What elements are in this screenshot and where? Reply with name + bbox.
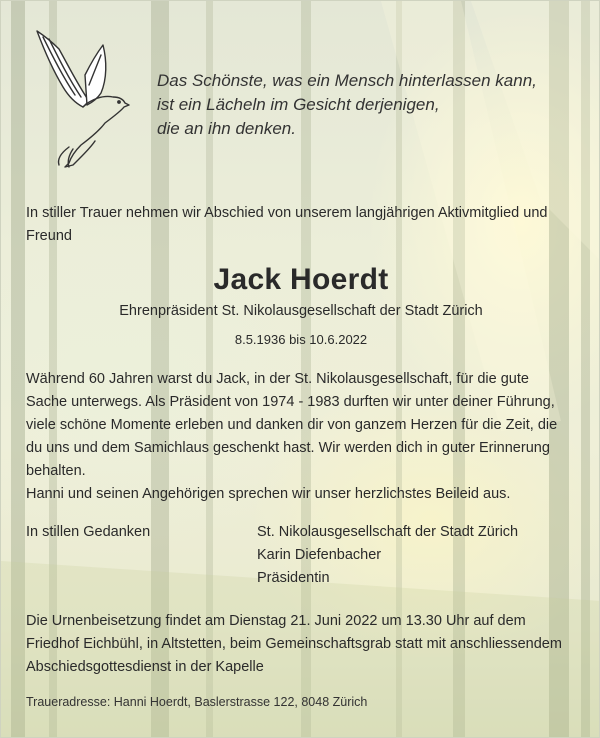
signature-block	[257, 521, 518, 590]
life-dates: 8.5.1936 bis 10.6.2022	[234, 332, 368, 347]
dove-icon	[29, 27, 131, 169]
poem-line: Das Schönste, was ein Mensch hinterlassen kann,	[157, 71, 537, 90]
body-line: Während 60 Jahren warst du Jack, in der St. Nikolausgesellschaft, für die gute	[26, 371, 529, 387]
burial-line: Die Urnenbeisetzung findet am Dienstag 21. Juni 2022 um 13.30 Uhr auf dem	[26, 613, 526, 629]
deceased-name: Jack Hoerdt	[213, 263, 389, 296]
mourning-address: Traueradresse: Hanni Hoerdt, Baslerstrasse 122, 8048 Zürich	[26, 695, 368, 709]
body-line: du uns und dem Samichlaus geschenkt hast. Wir werden dich in guter Erinnerung	[26, 440, 550, 456]
intro-text: In stiller Trauer nehmen wir Abschied von unserem langjährigen Aktivmitglied und Freund	[26, 205, 548, 244]
signature-greeting: In stillen Gedanken	[26, 524, 151, 540]
deceased-title: Ehrenpräsident St. Nikolausgesellschaft der Stadt Zürich	[119, 303, 483, 319]
signature-person: Karin Diefenbacher	[257, 547, 382, 563]
burial-line: Friedhof Eichbühl, in Altstetten, beim Gemeinschaftsgrab statt mit anschliessendem	[26, 636, 562, 652]
signature-role: Präsidentin	[257, 570, 330, 586]
body-line: Sache unterwegs. Als Präsident von 1974 - 1983 durften wir unter deiner Führung,	[26, 394, 555, 410]
burial-info	[26, 610, 581, 679]
signature-organization: St. Nikolausgesellschaft der Stadt Zürich	[257, 524, 519, 540]
body-text	[26, 368, 581, 506]
burial-line: Abschiedsgottesdienst in der Kapelle	[26, 659, 264, 675]
body-line: behalten.	[26, 463, 86, 479]
body-line: viele schöne Momente erleben und danken dir von ganzem Herzen für die Zeit, die	[26, 417, 558, 433]
poem-line: die an ihn denken.	[157, 119, 296, 138]
poem	[157, 69, 537, 141]
body-line: Hanni und seinen Angehörigen sprechen wir unser herzlichstes Beileid aus.	[26, 486, 511, 502]
poem-line: ist ein Lächeln im Gesicht derjenigen,	[157, 95, 440, 114]
